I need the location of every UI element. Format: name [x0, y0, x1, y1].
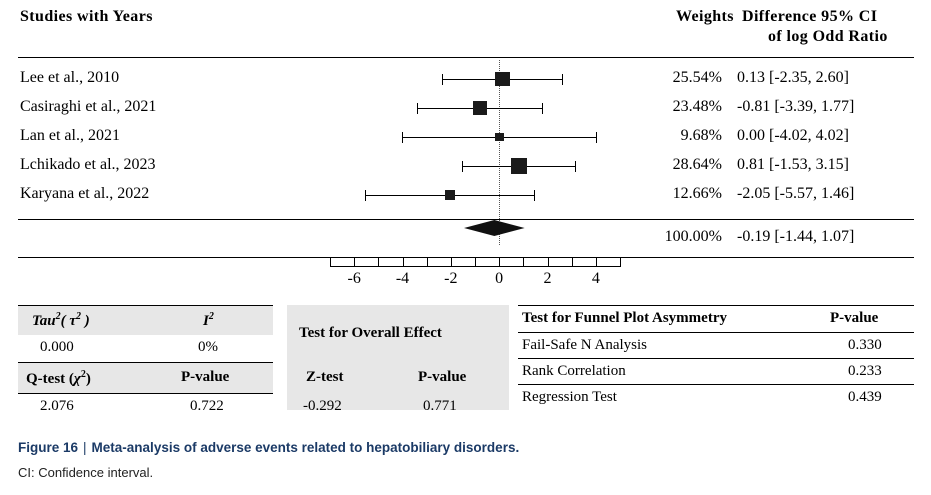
z-test-label: Z-test [306, 369, 344, 385]
effect-marker [511, 158, 527, 174]
axis-tick-label: -2 [444, 270, 458, 287]
ci-cap [442, 74, 443, 85]
line-left-3 [18, 393, 273, 394]
axis-tick-minor [523, 258, 524, 267]
axis-tick-label: 2 [543, 270, 552, 287]
axis-tick-minor [572, 258, 573, 267]
axis-tick-minor [475, 258, 476, 267]
study-label: Karyana et al., 2022 [20, 185, 150, 202]
study-label: Lchikado et al., 2023 [20, 156, 156, 173]
overall-effect-title: Test for Overall Effect [299, 325, 442, 341]
q-test-value: 2.076 [40, 398, 74, 414]
figure-note: CI: Confidence interval. [18, 465, 154, 480]
funnel-row-name: Rank Correlation [522, 363, 626, 379]
axis-tick-minor [378, 258, 379, 267]
summary-diamond [464, 220, 525, 236]
z-test-value: -0.292 [303, 398, 342, 414]
axis-tick [596, 258, 597, 267]
study-label: Lee et al., 2010 [20, 69, 120, 86]
ci-value: 0.13 [-2.35, 2.60] [737, 69, 849, 86]
line-right-2 [518, 332, 914, 333]
axis-tick [451, 258, 452, 267]
axis-tick [499, 258, 500, 267]
funnel-pvalue-header: P-value [830, 310, 879, 326]
ci-value-summary: -0.19 [-1.44, 1.07] [737, 228, 855, 245]
funnel-row-pvalue: 0.233 [848, 363, 882, 379]
axis-tick-minor [330, 258, 331, 267]
weight-value: 23.48% [672, 98, 722, 115]
weight-value: 28.64% [672, 156, 722, 173]
ci-value: -2.05 [-5.57, 1.46] [737, 185, 855, 202]
column-header-difference-sub: of log Odd Ratio [768, 28, 888, 45]
forest-plot-area [330, 60, 620, 256]
axis-tick-label: -4 [395, 270, 410, 287]
tau-label: Tau$^2$( $\tau^2$ ) [32, 311, 90, 329]
line-right-3 [518, 358, 914, 359]
study-label: Lan et al., 2021 [20, 127, 120, 144]
ci-cap [562, 74, 563, 85]
stats-tables [18, 305, 914, 414]
funnel-row-name: Fail-Safe N Analysis [522, 337, 647, 353]
ci-cap [534, 190, 535, 201]
funnel-row-name: Regression Test [522, 389, 617, 405]
column-header-difference: Difference 95% CI [742, 8, 878, 25]
line-right-4 [518, 384, 914, 385]
funnel-title: Test for Funnel Plot Asymmetry [522, 310, 727, 326]
ci-cap [596, 132, 597, 143]
effect-marker [495, 133, 504, 142]
shade-overall-effect [287, 305, 509, 410]
caption-separator: | [83, 440, 87, 455]
q-test-pvalue: 0.722 [190, 398, 224, 414]
line-right-1 [518, 305, 914, 306]
effect-marker [445, 190, 455, 200]
axis-tick-minor [620, 258, 621, 267]
ci-value: -0.81 [-3.39, 1.77] [737, 98, 855, 115]
axis-tick [354, 258, 355, 267]
axis-tick [403, 258, 404, 267]
line-left-2 [18, 362, 273, 363]
weight-value: 9.68% [680, 127, 722, 144]
figure-number: Figure 16 [18, 440, 79, 455]
line-left-1 [18, 305, 273, 306]
ci-cap [575, 161, 576, 172]
axis-tick-minor [427, 258, 428, 267]
weight-value: 25.54% [672, 69, 722, 86]
ci-value: 0.00 [-4.02, 4.02] [737, 127, 849, 144]
null-effect-line [499, 60, 500, 245]
tau-value: 0.000 [40, 339, 74, 355]
effect-marker [495, 72, 510, 87]
x-axis [330, 258, 620, 304]
i-squared-label: $I^2$ [203, 311, 214, 329]
ci-cap [542, 103, 543, 114]
figure-caption [18, 440, 519, 455]
axis-tick-label: 4 [591, 270, 600, 287]
funnel-row-pvalue: 0.439 [848, 389, 882, 405]
axis-tick-label: -6 [347, 270, 361, 287]
ci-value: 0.81 [-1.53, 3.15] [737, 156, 849, 173]
divider-top [18, 57, 914, 58]
column-header-weights: Weights [676, 8, 734, 25]
axis-tick [548, 258, 549, 267]
study-label: Casiraghi et al., 2021 [20, 98, 157, 115]
q-test-label: Q-test $(\chi^2)$ [26, 369, 91, 387]
ci-cap [402, 132, 403, 143]
figure-title: Meta-analysis of adverse events related to hepatobiliary disorders. [91, 440, 520, 455]
overall-pvalue-label: P-value [418, 369, 467, 385]
ci-cap [462, 161, 463, 172]
ci-cap [417, 103, 418, 114]
weight-value: 12.66% [672, 185, 722, 202]
weight-value-summary: 100.00% [664, 228, 722, 245]
ci-cap [365, 190, 366, 201]
i-squared-value: 0% [198, 339, 218, 355]
effect-marker [473, 101, 487, 115]
funnel-row-pvalue: 0.330 [848, 337, 882, 353]
axis-tick-label: 0 [495, 270, 504, 287]
column-header-studies: Studies with Years [20, 8, 153, 25]
overall-pvalue-value: 0.771 [423, 398, 457, 414]
q-test-pvalue-label: P-value [181, 369, 230, 385]
